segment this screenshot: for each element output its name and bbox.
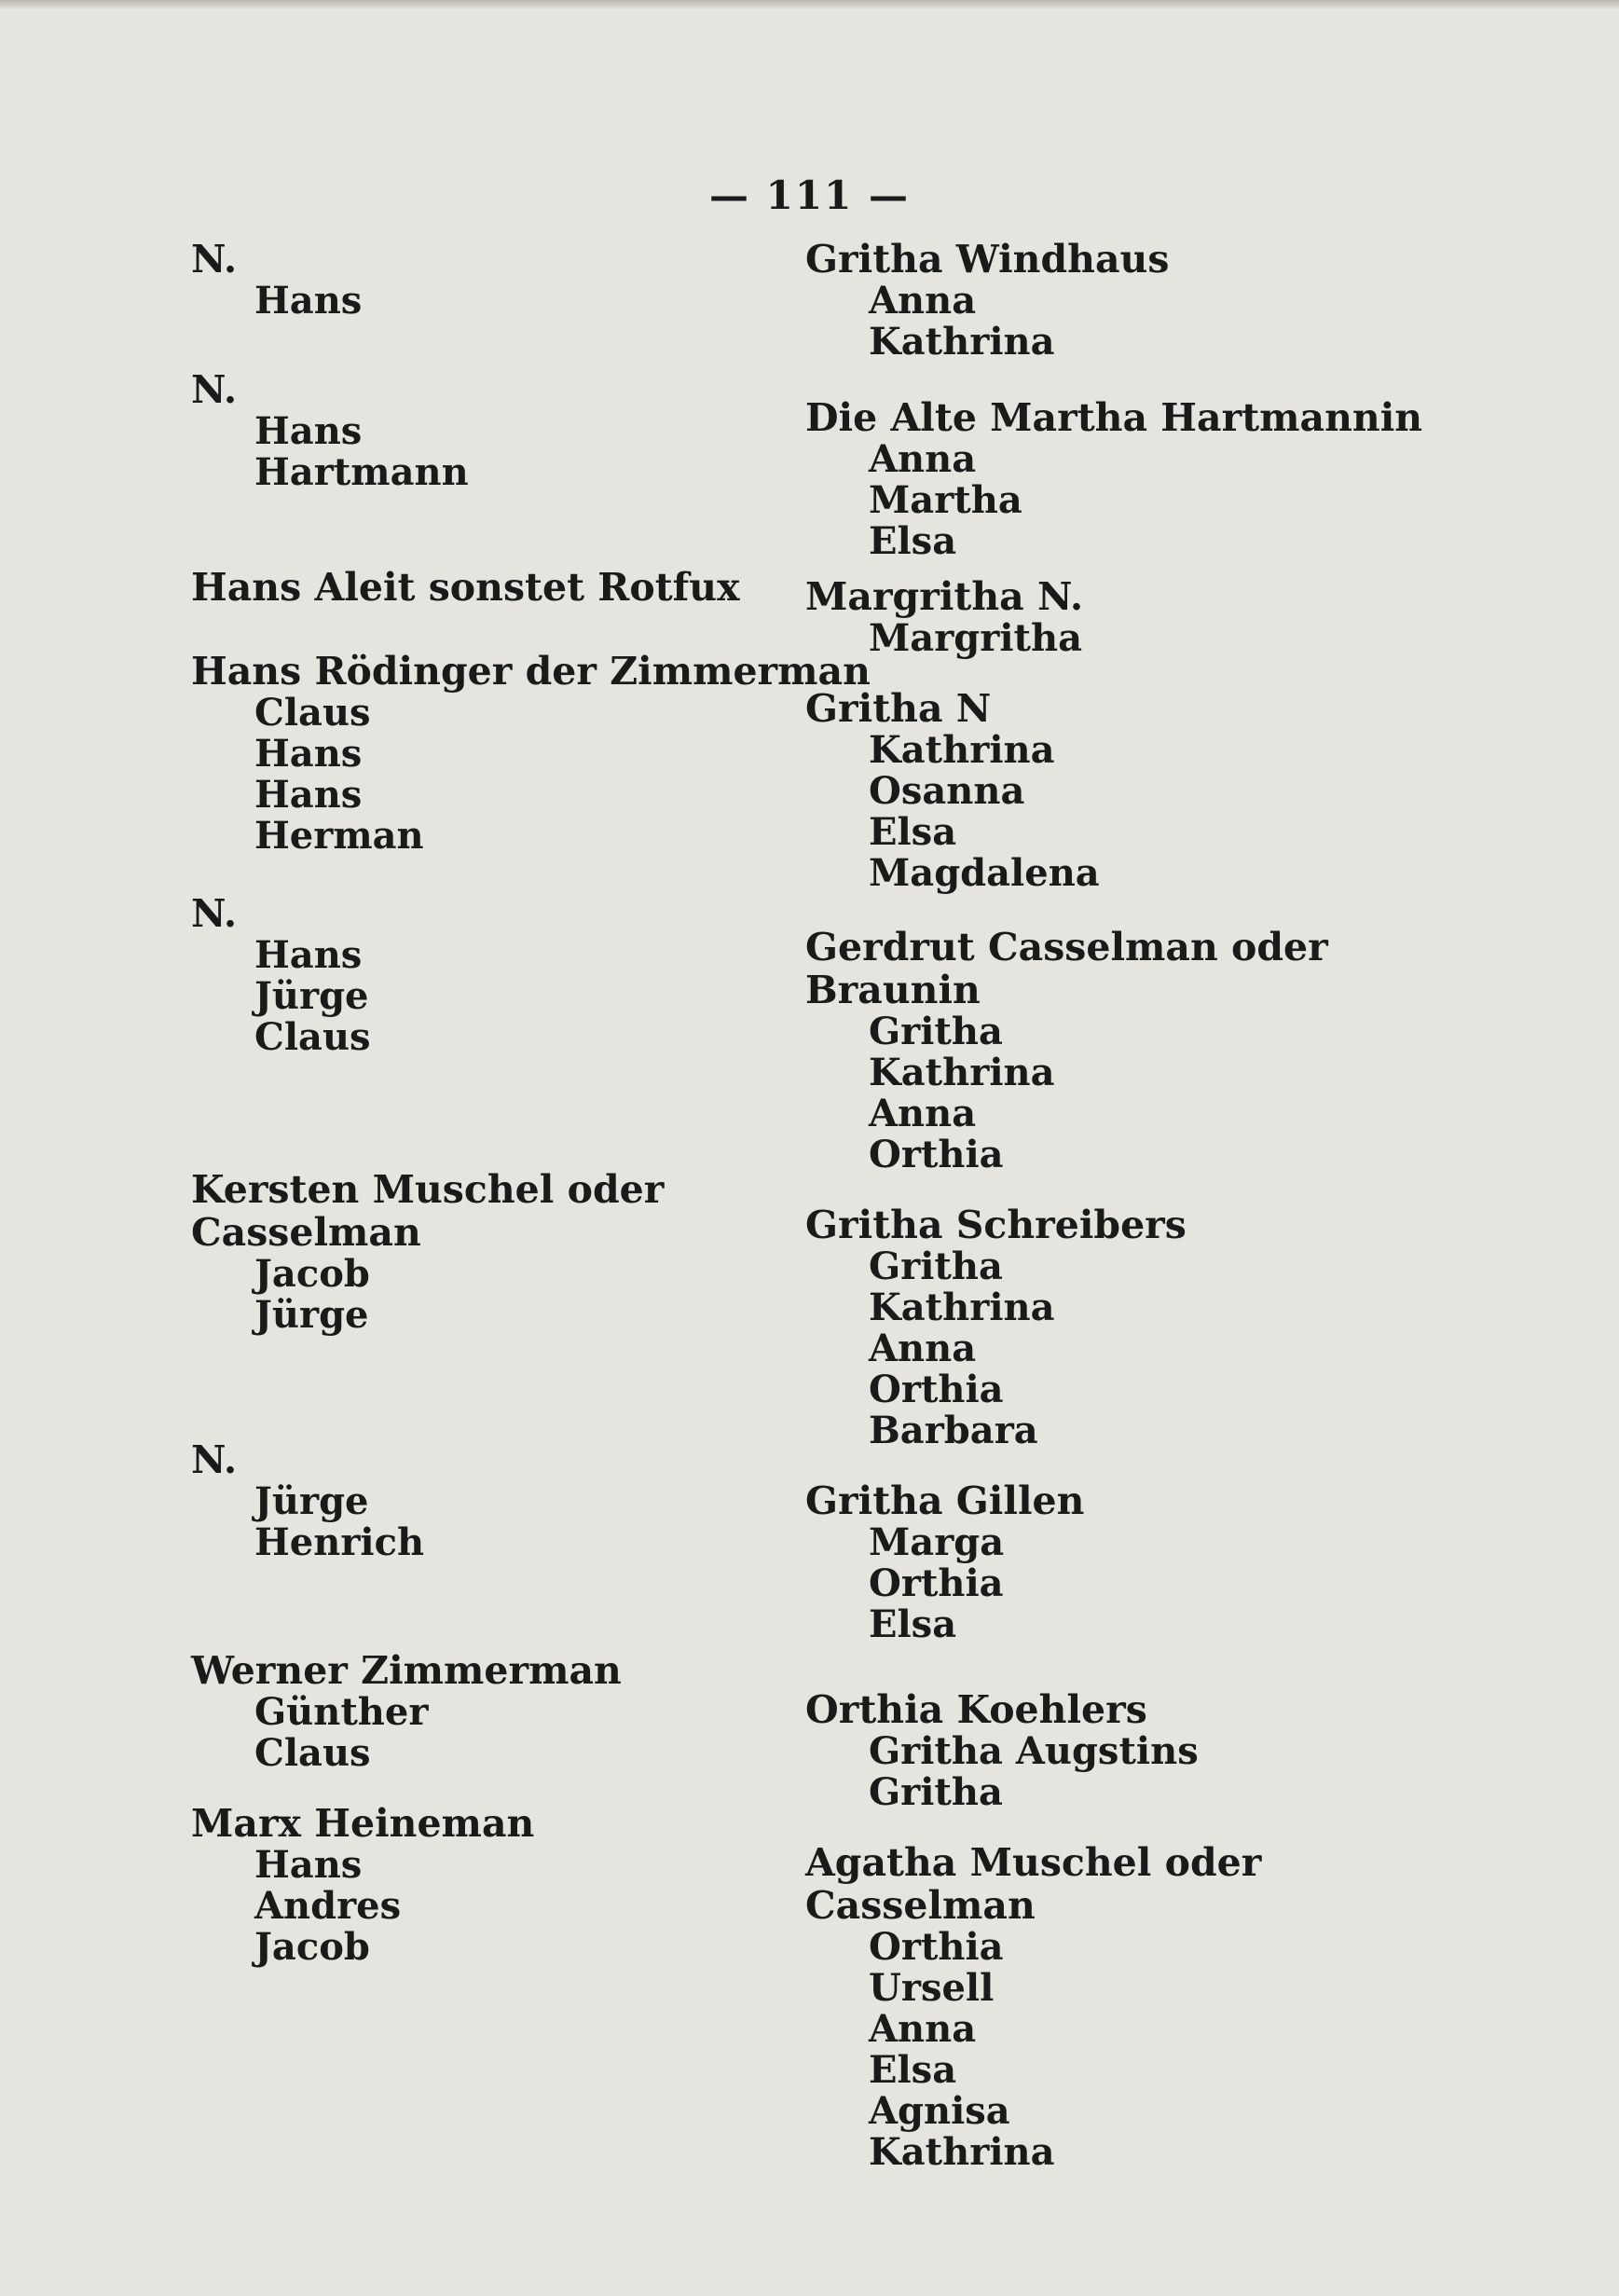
family-entry (805, 687, 1383, 894)
entry-head: Hans Aleit sonstet Rotfux (191, 565, 740, 610)
page-number: — 111 — (709, 172, 910, 218)
child-name: Kathrina (869, 1051, 1055, 1094)
child-name: Hans (254, 933, 363, 977)
family-entry (191, 368, 788, 493)
child-name: Jacob (254, 1925, 370, 1969)
entry-head: Marx Heineman (191, 1801, 535, 1846)
child-name: Gritha (869, 1010, 1003, 1053)
child-name: Claus (254, 1015, 371, 1059)
child-name: Claus (254, 691, 371, 735)
family-entry (805, 1688, 1383, 1813)
child-name: Gritha (869, 1244, 1003, 1288)
family-entry (191, 892, 788, 1058)
entry-head: N. (191, 891, 238, 936)
family-entry (805, 1841, 1383, 2173)
child-name: Magdalena (869, 851, 1100, 895)
child-name: Günther (254, 1690, 429, 1734)
family-entry (805, 1479, 1383, 1645)
child-name: Hans (254, 279, 363, 323)
family-entry (805, 926, 1383, 1175)
child-name: Anna (869, 1092, 977, 1135)
child-name: Gritha (869, 1770, 1003, 1814)
family-entry (191, 238, 788, 322)
entry-head: Gritha Gillen (805, 1478, 1085, 1523)
page-edge (0, 0, 1619, 9)
family-entry (191, 649, 871, 858)
child-name: Kathrina (869, 1285, 1055, 1329)
child-name: Margritha (869, 616, 1082, 660)
entry-head: Kersten Muschel oder Casselman (191, 1167, 665, 1255)
right-column (805, 237, 1423, 2174)
family-entry (805, 575, 1383, 659)
child-name: Hartmann (254, 450, 469, 494)
child-name: Jürge (254, 1293, 369, 1337)
child-name: Elsa (869, 2048, 957, 2092)
child-name: Kathrina (869, 2130, 1055, 2174)
entry-head: Die Alte Martha Hartmannin (805, 395, 1423, 440)
entry-head: Orthia Koehlers (805, 1687, 1147, 1732)
child-name: Elsa (869, 519, 957, 563)
family-entry (805, 1203, 1383, 1451)
child-name: Agnisa (869, 2089, 1010, 2133)
child-name: Kathrina (869, 320, 1055, 364)
child-name: Anna (869, 2007, 977, 2051)
child-name: Hans (254, 409, 363, 453)
child-name: Anna (869, 1327, 977, 1370)
child-name: Elsa (869, 810, 957, 854)
child-name: Jürge (254, 1479, 369, 1523)
entry-head: Hans Rödinger der Zimmerman (191, 649, 871, 694)
child-name: Henrich (254, 1520, 425, 1564)
child-name: Orthia (869, 1561, 1004, 1605)
family-entry (805, 238, 1383, 363)
entry-head: N. (191, 1437, 238, 1482)
child-name: Marga (869, 1520, 1005, 1564)
child-name: Orthia (869, 1368, 1004, 1411)
family-entry (191, 1168, 788, 1336)
child-name: Osanna (869, 769, 1025, 813)
child-name: Jacob (254, 1252, 370, 1296)
family-entry (191, 1802, 788, 1968)
child-name: Gritha Augstins (869, 1729, 1199, 1773)
family-entry (805, 395, 1423, 563)
entry-head: Margritha N. (805, 574, 1084, 619)
entry-head: Gritha Windhaus (805, 237, 1170, 282)
child-name: Andres (254, 1884, 402, 1928)
child-name: Anna (869, 437, 977, 481)
child-name: Martha (869, 478, 1022, 522)
child-name: Kathrina (869, 728, 1055, 772)
child-name: Hans (254, 732, 363, 776)
left-column (191, 237, 871, 1969)
child-name: Claus (254, 1731, 371, 1775)
child-name: Herman (254, 814, 424, 858)
family-entry (191, 1649, 788, 1774)
child-name: Jürge (254, 974, 369, 1018)
child-name: Barbara (869, 1409, 1038, 1452)
child-name: Orthia (869, 1133, 1004, 1176)
family-entry (191, 1438, 788, 1563)
entry-head: Gritha Schreibers (805, 1203, 1187, 1247)
entry-head: N. (191, 367, 238, 412)
child-name: Ursell (869, 1966, 995, 2010)
child-name: Anna (869, 279, 977, 323)
child-name: Hans (254, 1843, 363, 1887)
entry-head: Gritha N (805, 686, 992, 731)
child-name: Hans (254, 773, 363, 817)
entry-head: N. (191, 237, 238, 282)
entry-head: Gerdrut Casselman oder Braunin (805, 925, 1328, 1012)
entry-head: Agatha Muschel oder Casselman (805, 1840, 1262, 1928)
child-name: Orthia (869, 1925, 1004, 1969)
family-entry (191, 566, 788, 609)
entry-head: Werner Zimmerman (191, 1648, 622, 1693)
child-name: Elsa (869, 1602, 957, 1646)
